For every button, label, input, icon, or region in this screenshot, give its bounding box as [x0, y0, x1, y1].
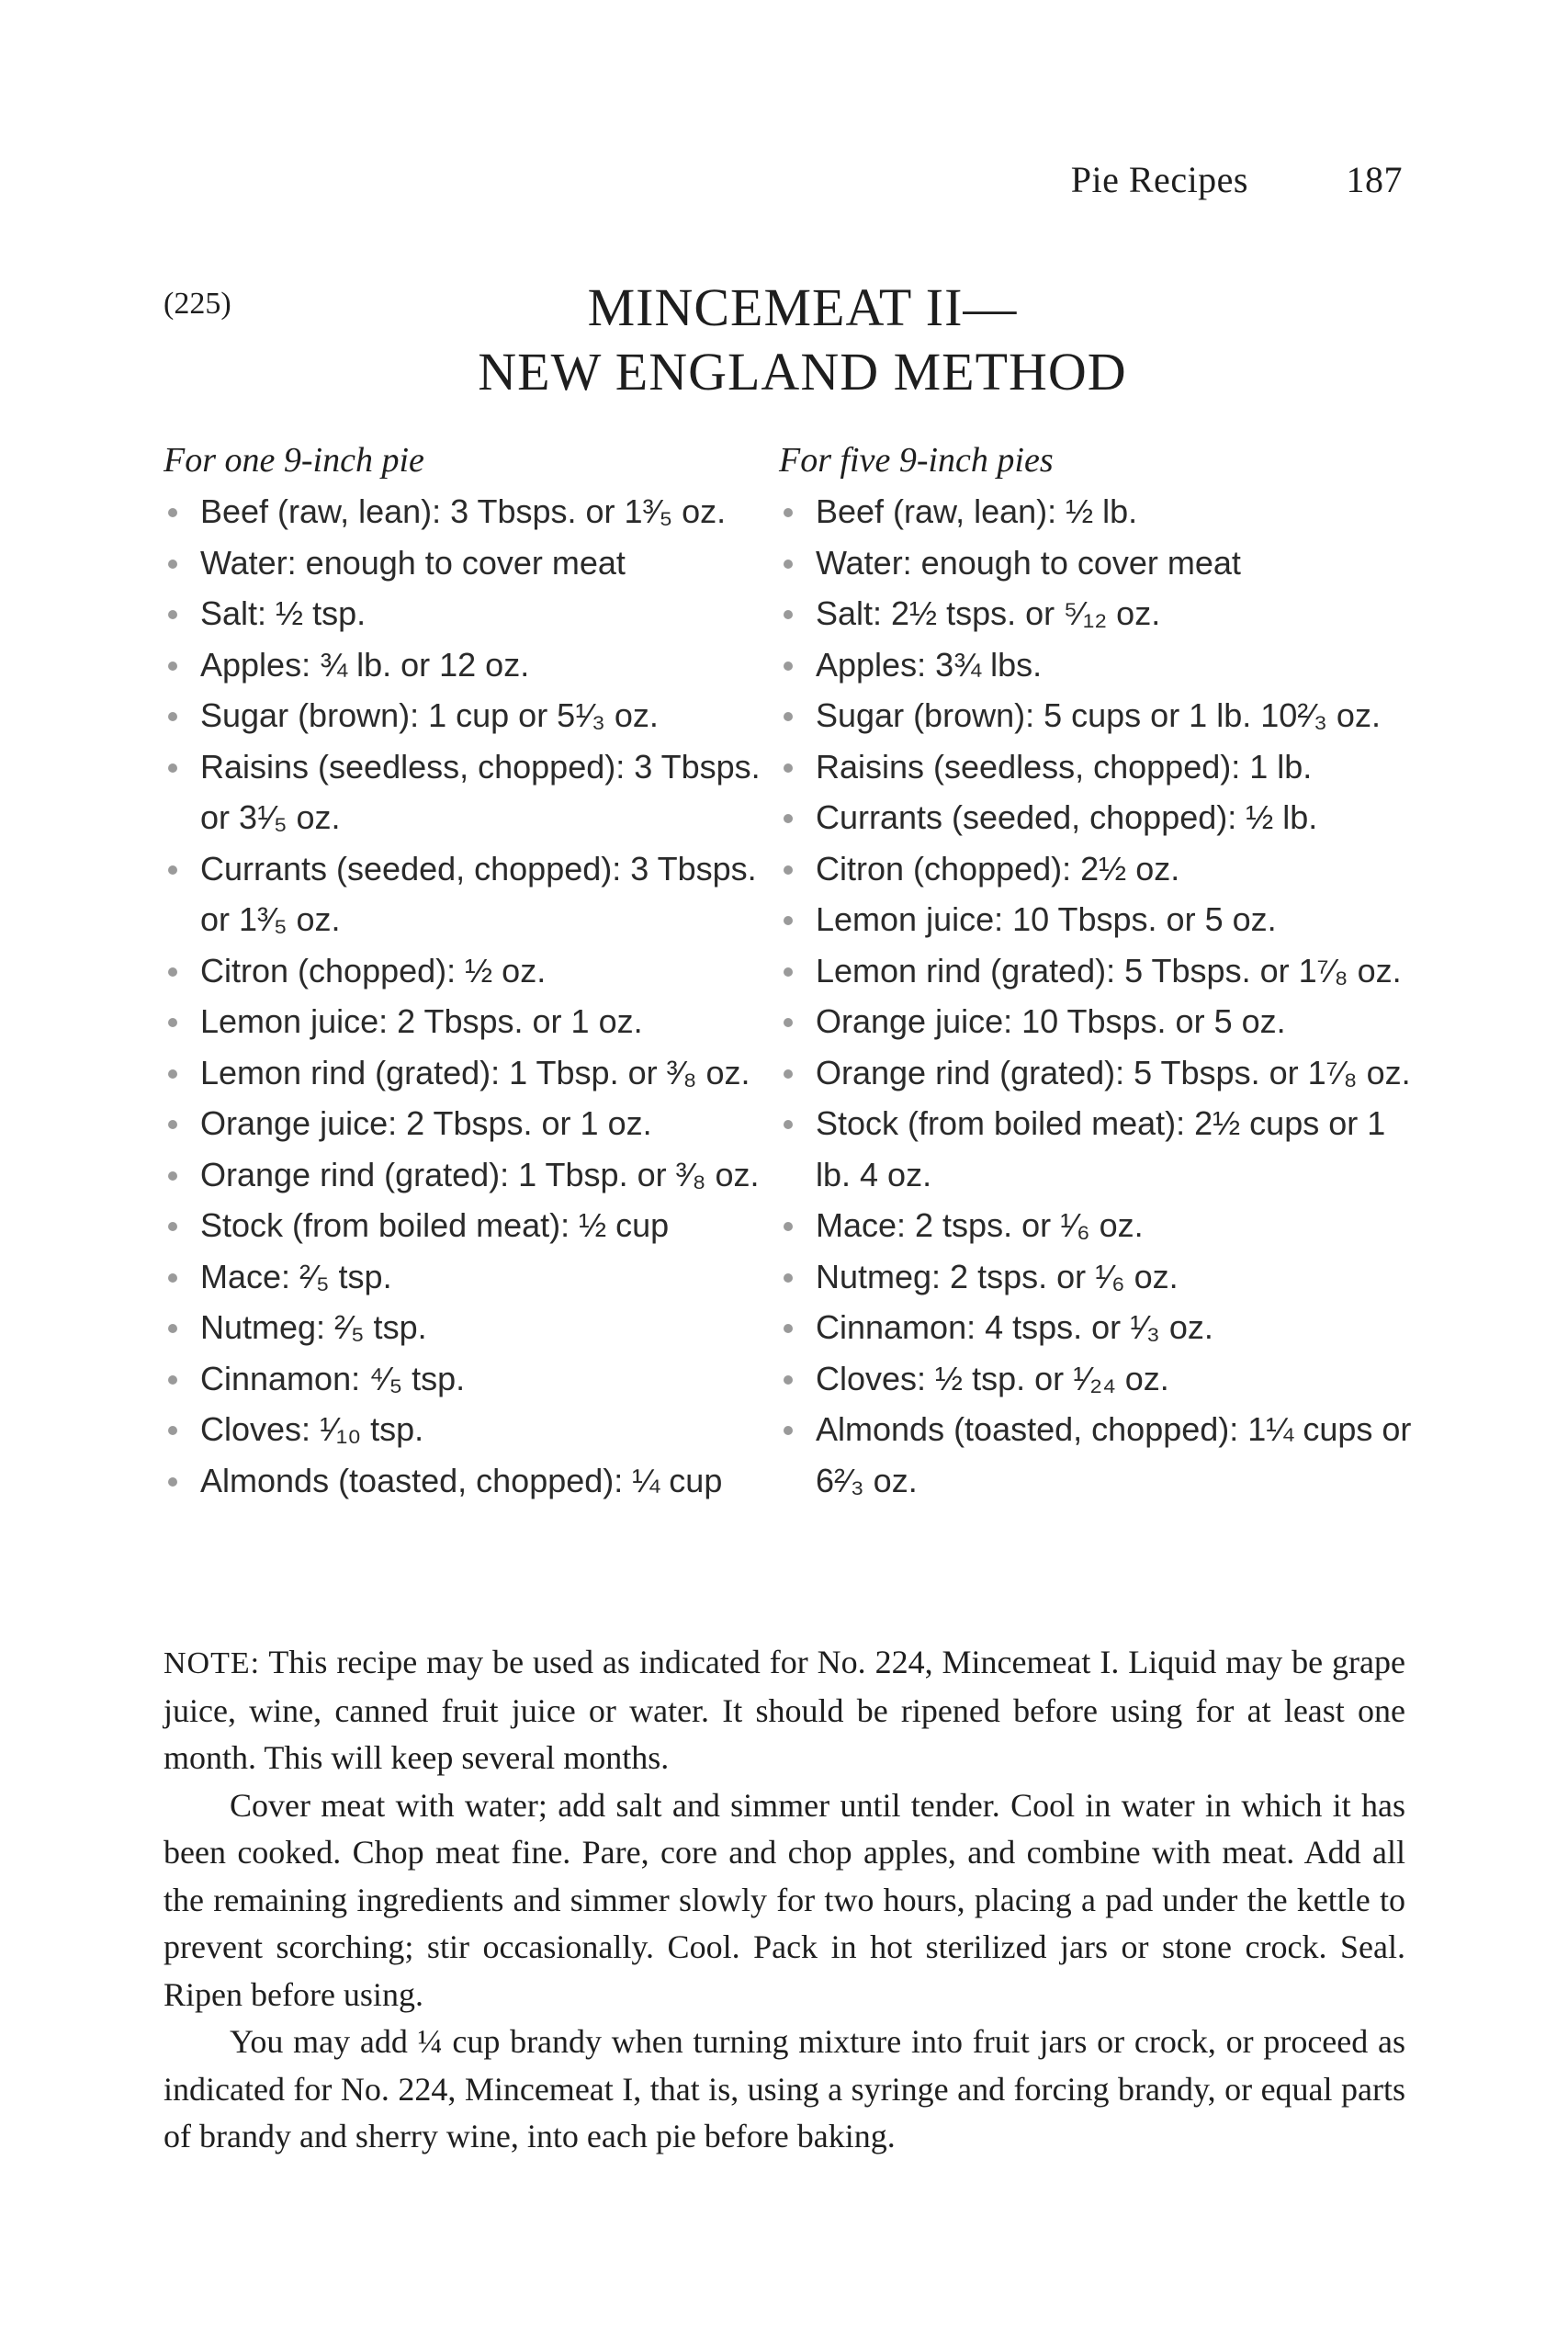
brandy-paragraph: You may add ¼ cup brandy when turning mixture into fruit jars or crock, or proceed as indicated for No. 224, Mincemeat I, that is, using a syringe and forcing brandy, or equal parts of brandy and sherry wine, into each pie before baking. [164, 2023, 1405, 2154]
method-paragraph: Cover meat with water; add salt and simmer until tender. Cool in water in which it has been cooked. Chop meat fine. Pare, core and chop apples, and combine with meat. Add all the remaining ingredients and simmer slowly for two hours, placing a pad under the kettle to prevent scorching; stir occasionally. Cool. Pack in hot sterilized jars or stone crock. Seal. Ripen before using. [164, 1786, 1405, 2013]
single-pie-ingredient-list [164, 486, 770, 1506]
five-pies-heading: For five 9-inch pies [779, 441, 1054, 480]
ingredient-item: Beef (raw, lean): 3 Tbsps. or 1³⁄₅ oz. [164, 486, 770, 537]
ingredient-item: Apples: 3¾ lbs. [779, 639, 1413, 691]
recipe-number: (225) [164, 287, 231, 321]
ingredient-item: Raisins (seedless, chopped): 1 lb. [779, 741, 1413, 793]
section-title: Pie Recipes [1070, 159, 1248, 200]
recipe-instructions [164, 1639, 1405, 2161]
ingredient-item: Orange juice: 10 Tbsps. or 5 oz. [779, 996, 1413, 1047]
ingredient-item: Orange rind (grated): 1 Tbsp. or ³⁄₈ oz. [164, 1149, 770, 1201]
ingredient-item: Stock (from boiled meat): ½ cup [164, 1200, 770, 1251]
running-head [1071, 158, 1403, 201]
ingredient-item: Lemon juice: 2 Tbsps. or 1 oz. [164, 996, 770, 1047]
ingredient-item: Orange juice: 2 Tbsps. or 1 oz. [164, 1098, 770, 1149]
ingredient-item: Water: enough to cover meat [164, 537, 770, 589]
ingredient-item: Cloves: ½ tsp. or ¹⁄₂₄ oz. [779, 1353, 1413, 1405]
ingredient-item: Currants (seeded, chopped): 3 Tbsps. or 1³⁄₅ oz. [164, 843, 770, 945]
ingredient-item: Nutmeg: ²⁄₅ tsp. [164, 1302, 770, 1353]
ingredient-item: Almonds (toasted, chopped): ¼ cup [164, 1455, 770, 1507]
ingredient-item: Lemon rind (grated): 1 Tbsp. or ³⁄₈ oz. [164, 1047, 770, 1099]
note-text: This recipe may be used as indicated for No. 224, Mincemeat I. Liquid may be grape juice, wine, canned fruit juice or water. It should be ripened before using for at least one month. This will keep several months. [164, 1644, 1405, 1776]
ingredient-item: Almonds (toasted, chopped): 1¼ cups or 6²⁄₃ oz. [779, 1404, 1413, 1506]
ingredient-item: Mace: 2 tsps. or ¹⁄₆ oz. [779, 1200, 1413, 1251]
single-pie-column [164, 435, 770, 1506]
ingredient-item: Apples: ¾ lb. or 12 oz. [164, 639, 770, 691]
ingredient-item: Sugar (brown): 5 cups or 1 lb. 10²⁄₃ oz. [779, 690, 1413, 741]
page-number: 187 [1346, 159, 1403, 200]
ingredient-item: Lemon rind (grated): 5 Tbsps. or 1⁷⁄₈ oz. [779, 945, 1413, 997]
ingredient-item: Stock (from boiled meat): 2½ cups or 1 lb. 4 oz. [779, 1098, 1413, 1200]
ingredient-item: Lemon juice: 10 Tbsps. or 5 oz. [779, 894, 1413, 945]
note-label: NOTE: [164, 1646, 261, 1680]
ingredient-item: Currants (seeded, chopped): ½ lb. [779, 792, 1413, 843]
ingredient-item: Cinnamon: 4 tsps. or ¹⁄₃ oz. [779, 1302, 1413, 1353]
ingredient-item: Salt: ½ tsp. [164, 588, 770, 639]
ingredient-item: Nutmeg: 2 tsps. or ¹⁄₆ oz. [779, 1251, 1413, 1303]
ingredient-item: Beef (raw, lean): ½ lb. [779, 486, 1413, 537]
ingredient-item: Orange rind (grated): 5 Tbsps. or 1⁷⁄₈ oz. [779, 1047, 1413, 1099]
ingredient-item: Cinnamon: ⁴⁄₅ tsp. [164, 1353, 770, 1405]
recipe-title-line-1: MINCEMEAT II— [587, 277, 1018, 337]
ingredient-item: Salt: 2½ tsps. or ⁵⁄₁₂ oz. [779, 588, 1413, 639]
single-pie-heading: For one 9-inch pie [164, 441, 424, 480]
recipe-title [0, 276, 1568, 404]
ingredient-item: Citron (chopped): 2½ oz. [779, 843, 1413, 895]
recipe-title-line-2: NEW ENGLAND METHOD [478, 342, 1127, 401]
ingredient-item: Sugar (brown): 1 cup or 5¹⁄₃ oz. [164, 690, 770, 741]
ingredient-item: Citron (chopped): ½ oz. [164, 945, 770, 997]
ingredient-item: Water: enough to cover meat [779, 537, 1413, 589]
ingredient-item: Mace: ²⁄₅ tsp. [164, 1251, 770, 1303]
five-pies-ingredient-list [779, 486, 1413, 1506]
five-pies-column [779, 435, 1413, 1506]
ingredient-item: Cloves: ¹⁄₁₀ tsp. [164, 1404, 770, 1455]
note-paragraph [164, 1639, 1405, 1782]
ingredient-item: Raisins (seedless, chopped): 3 Tbsps. or 3¹⁄₅ oz. [164, 741, 770, 843]
